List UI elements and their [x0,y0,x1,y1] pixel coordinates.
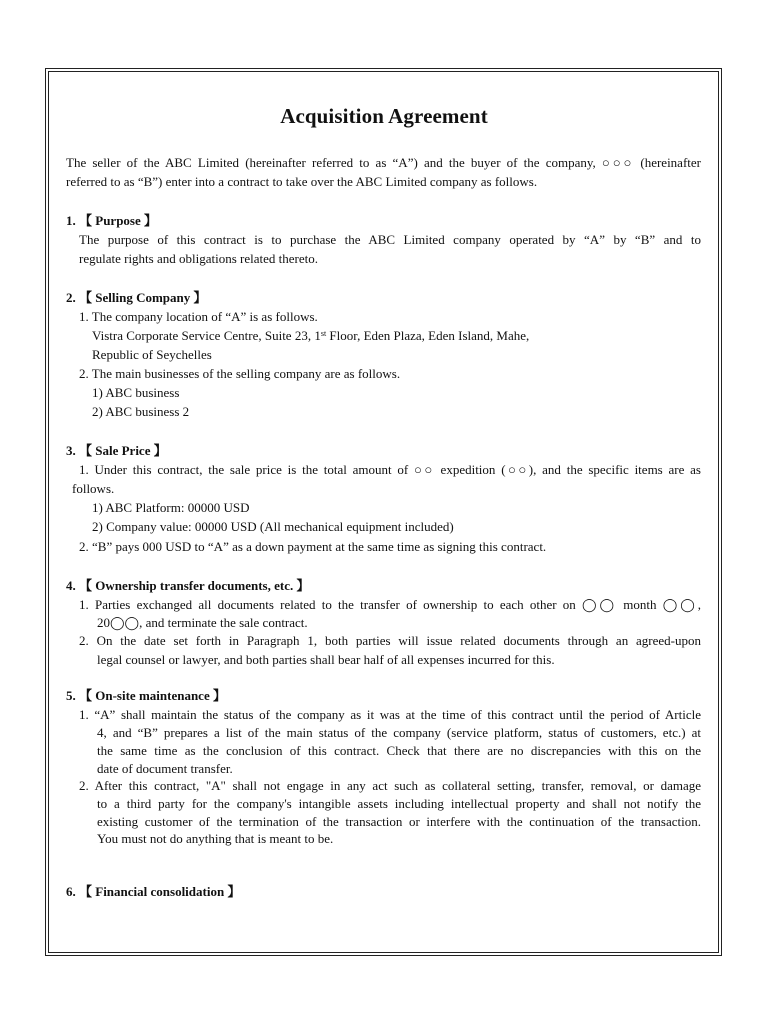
section-5-item-2-line-1: 2. After this contract, "A" shall not engage in any act such as collateral setting, transfer, removal, or damage [79,778,701,793]
section-4-item-2-line-2: legal counsel or lawyer, and both parties shall bear half of all expenses incurred for this. [97,652,555,667]
section-3-sub-2: 2) Company value: 00000 USD (All mechanical equipment included) [92,519,454,534]
section-5-item-2-line-3: existing customer of the termination of the transaction or interfere with the continuation of the transaction. [97,814,701,829]
section-3-heading: 3. 【 Sale Price 】 [66,443,167,458]
section-5-heading: 5. 【 On-site maintenance 】 [66,688,226,703]
section-3-item-2: 2. “B” pays 000 USD to “A” as a down payment at the same time as signing this contract. [79,539,547,554]
section-2-address-line-1: Vistra Corporate Service Centre, Suite 23, 1st Floor, Eden Plaza, Eden Island, Mahe, [92,328,530,343]
section-4-heading: 4. 【 Ownership transfer documents, etc. 】 [66,578,310,593]
document-title: Acquisition Agreement [280,104,488,128]
section-6-heading: 6. 【 Financial consolidation 】 [66,884,241,899]
section-5-item-1-line-1: 1. “A” shall maintain the status of the company as it was at the time of this contract until the period of Article [79,707,701,722]
section-1-line-1: The purpose of this contract is to purchase the ABC Limited company operated by “A” by “B” and to [79,232,701,247]
section-2-item-2: 2. The main businesses of the selling company are as follows. [79,366,401,381]
intro-line-2: referred to as “B”) enter into a contract to take over the ABC Limited company as follows. [66,174,538,189]
section-5-item-1-line-3: the same time as the conclusion of this contract. Check that there are no discrepancies with this on the [97,743,701,758]
section-4-item-2-line-1: 2. On the date set forth in Paragraph 1, both parties will issue related documents through an agreed-upon [79,633,701,648]
section-3-item-1-line-2: follows. [72,481,115,496]
section-2-item-1: 1. The company location of “A” is as follows. [79,309,318,324]
section-5-item-2-line-2: to a third party for the company's intangible assets including intellectual property and shall not notify the [97,796,701,811]
section-2-heading: 2. 【 Selling Company 】 [66,290,207,305]
section-1-line-2: regulate rights and obligations related thereto. [79,251,318,266]
section-5-item-1-line-4: date of document transfer. [97,761,233,776]
section-5-item-2-line-4: You must not do anything that is meant to be. [97,831,334,846]
section-3-sub-1: 1) ABC Platform: 00000 USD [92,500,250,515]
intro-line-1: The seller of the ABC Limited (hereinafter referred to as “A”) and the buyer of the company, ○○○ (hereinafter [66,155,701,170]
section-2-address-line-2: Republic of Seychelles [92,347,212,362]
section-2-sub-1: 1) ABC business [92,385,180,400]
section-3-item-1-line-1: 1. Under this contract, the sale price is the total amount of ○○ expedition (○○), and the specific items are as [79,462,701,477]
section-2-sub-2: 2) ABC business 2 [92,404,190,419]
section-1-heading: 1. 【 Purpose 】 [66,213,158,228]
section-4-item-1-line-1: 1. Parties exchanged all documents related to the transfer of ownership to each other on ◯◯ month ◯◯, [79,597,701,612]
section-4-item-1-line-2: 20◯◯, and terminate the sale contract. [97,615,308,630]
section-5-item-1-line-2: 4, and “B” prepares a list of the main status of the company (service platform, status of customers, etc.) at [97,725,701,740]
